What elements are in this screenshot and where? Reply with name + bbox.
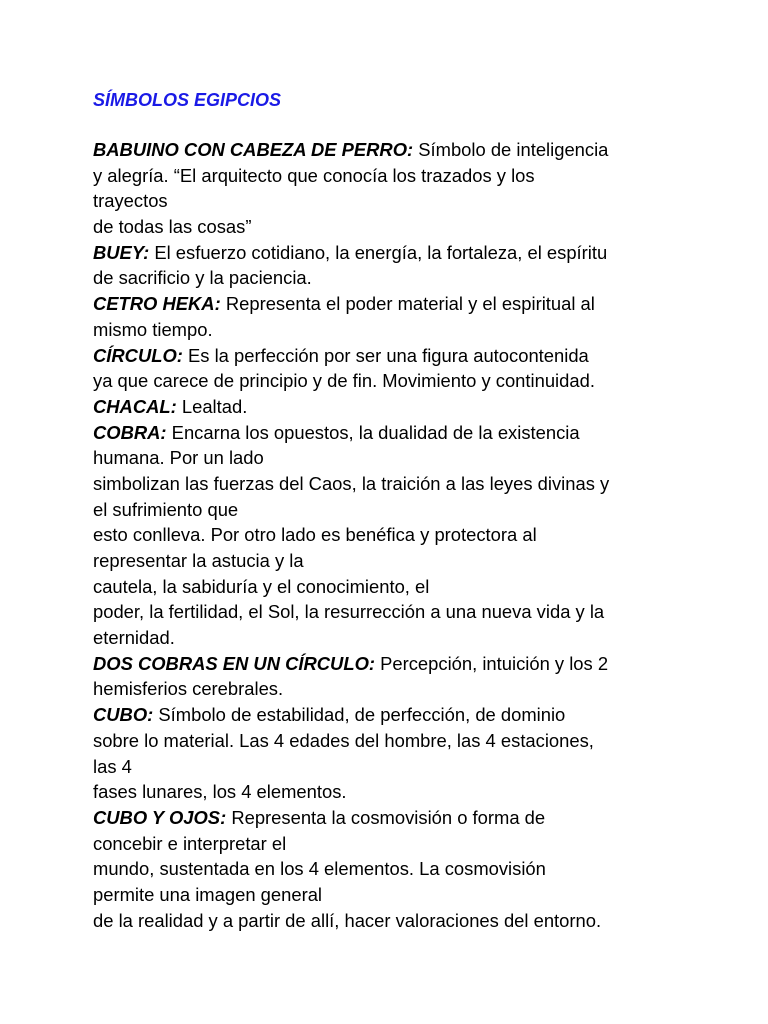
symbol-description: mundo, sustentada en los 4 elementos. La cosmovisión xyxy=(93,858,546,880)
text-line xyxy=(93,702,693,728)
text-line xyxy=(93,265,693,291)
symbol-description: humana. Por un lado xyxy=(93,447,264,469)
symbol-description: representar la astucia y la xyxy=(93,550,304,571)
symbol-description: mismo tiempo. xyxy=(93,318,213,340)
symbol-description: trayectos xyxy=(93,190,168,212)
document-body xyxy=(93,137,693,933)
symbol-description: de sacrificio y la paciencia. xyxy=(93,267,312,289)
text-line xyxy=(93,779,693,805)
text-line xyxy=(93,754,693,780)
symbol-term: CÍRCULO: xyxy=(93,344,183,366)
text-line xyxy=(93,805,693,831)
text-line xyxy=(93,394,693,420)
text-line xyxy=(93,240,693,266)
symbol-term: CUBO: xyxy=(93,704,154,726)
page-title: SÍMBOLOS EGIPCIOS xyxy=(93,90,282,110)
text-line xyxy=(93,728,693,754)
symbol-description: Símbolo de inteligencia xyxy=(413,139,609,160)
symbol-description: el sufrimiento que xyxy=(93,498,239,520)
symbol-description: eternidad. xyxy=(93,627,175,649)
symbol-description: Representa el poder material y el espiritual al xyxy=(220,293,595,315)
text-line xyxy=(93,574,693,600)
symbol-description: Encarna los opuestos, la dualidad de la existencia xyxy=(166,421,580,443)
symbol-description: de todas las cosas” xyxy=(93,216,252,238)
text-line xyxy=(93,599,693,625)
symbol-description: cautela, la sabiduría y el conocimiento, el xyxy=(93,575,430,597)
text-line xyxy=(93,137,693,163)
text-line xyxy=(93,522,693,548)
symbol-term: COBRA: xyxy=(93,421,167,443)
text-line xyxy=(93,291,693,317)
text-line xyxy=(93,908,693,934)
symbol-description: ya que carece de principio y de fin. Movimiento y continuidad. xyxy=(93,370,595,392)
text-line xyxy=(93,625,693,651)
symbol-description: poder, la fertilidad, el Sol, la resurrección a una nueva vida y la xyxy=(93,601,605,623)
text-line xyxy=(93,471,693,497)
text-line xyxy=(93,831,693,857)
text-line xyxy=(93,445,693,471)
text-line xyxy=(93,882,693,908)
symbol-description: permite una imagen general xyxy=(93,883,323,905)
symbol-term: BUEY: xyxy=(93,241,150,263)
text-line xyxy=(93,368,693,394)
text-line xyxy=(93,497,693,523)
symbol-term: CETRO HEKA: xyxy=(93,293,221,315)
symbol-description: simbolizan las fuerzas del Caos, la traición a las leyes divinas y xyxy=(93,472,610,494)
symbol-description: hemisferios cerebrales. xyxy=(93,678,284,700)
text-line xyxy=(93,856,693,882)
symbol-description: fases lunares, los 4 elementos. xyxy=(93,781,347,803)
text-line xyxy=(93,548,693,574)
symbol-description: esto conlleva. Por otro lado es benéfica y protectora al xyxy=(93,524,537,546)
symbol-description: El esfuerzo cotidiano, la energía, la fortaleza, el espíritu xyxy=(149,241,608,263)
symbol-description: las 4 xyxy=(93,755,132,777)
symbol-term: CHACAL: xyxy=(93,395,177,417)
symbol-description: de la realidad y a partir de allí, hacer valoraciones del entorno. xyxy=(93,909,602,931)
text-line xyxy=(93,420,693,446)
text-line xyxy=(93,188,693,214)
symbol-term: DOS COBRAS EN UN CÍRCULO: xyxy=(93,652,375,674)
text-line xyxy=(93,214,693,240)
symbol-description: Representa la cosmovisión o forma de xyxy=(226,806,546,828)
symbol-description: Es la perfección por ser una figura autocontenida xyxy=(182,344,589,366)
text-line xyxy=(93,163,693,189)
symbol-description: Símbolo de estabilidad, de perfección, de dominio xyxy=(153,704,566,726)
text-line xyxy=(93,651,693,677)
symbol-term: CUBO Y OJOS: xyxy=(93,806,227,828)
text-line xyxy=(93,343,693,369)
symbol-description: y alegría. “El arquitecto que conocía los trazados y los xyxy=(93,164,535,186)
symbol-term: BABUINO CON CABEZA DE PERRO: xyxy=(93,139,414,160)
symbol-description: Lealtad. xyxy=(176,395,248,417)
symbol-description: concebir e interpretar el xyxy=(93,832,287,854)
text-line xyxy=(93,676,693,702)
symbol-description: sobre lo material. Las 4 edades del hombre, las 4 estaciones, xyxy=(93,729,594,751)
symbol-description: Percepción, intuición y los 2 xyxy=(375,652,609,674)
text-line xyxy=(93,317,693,343)
